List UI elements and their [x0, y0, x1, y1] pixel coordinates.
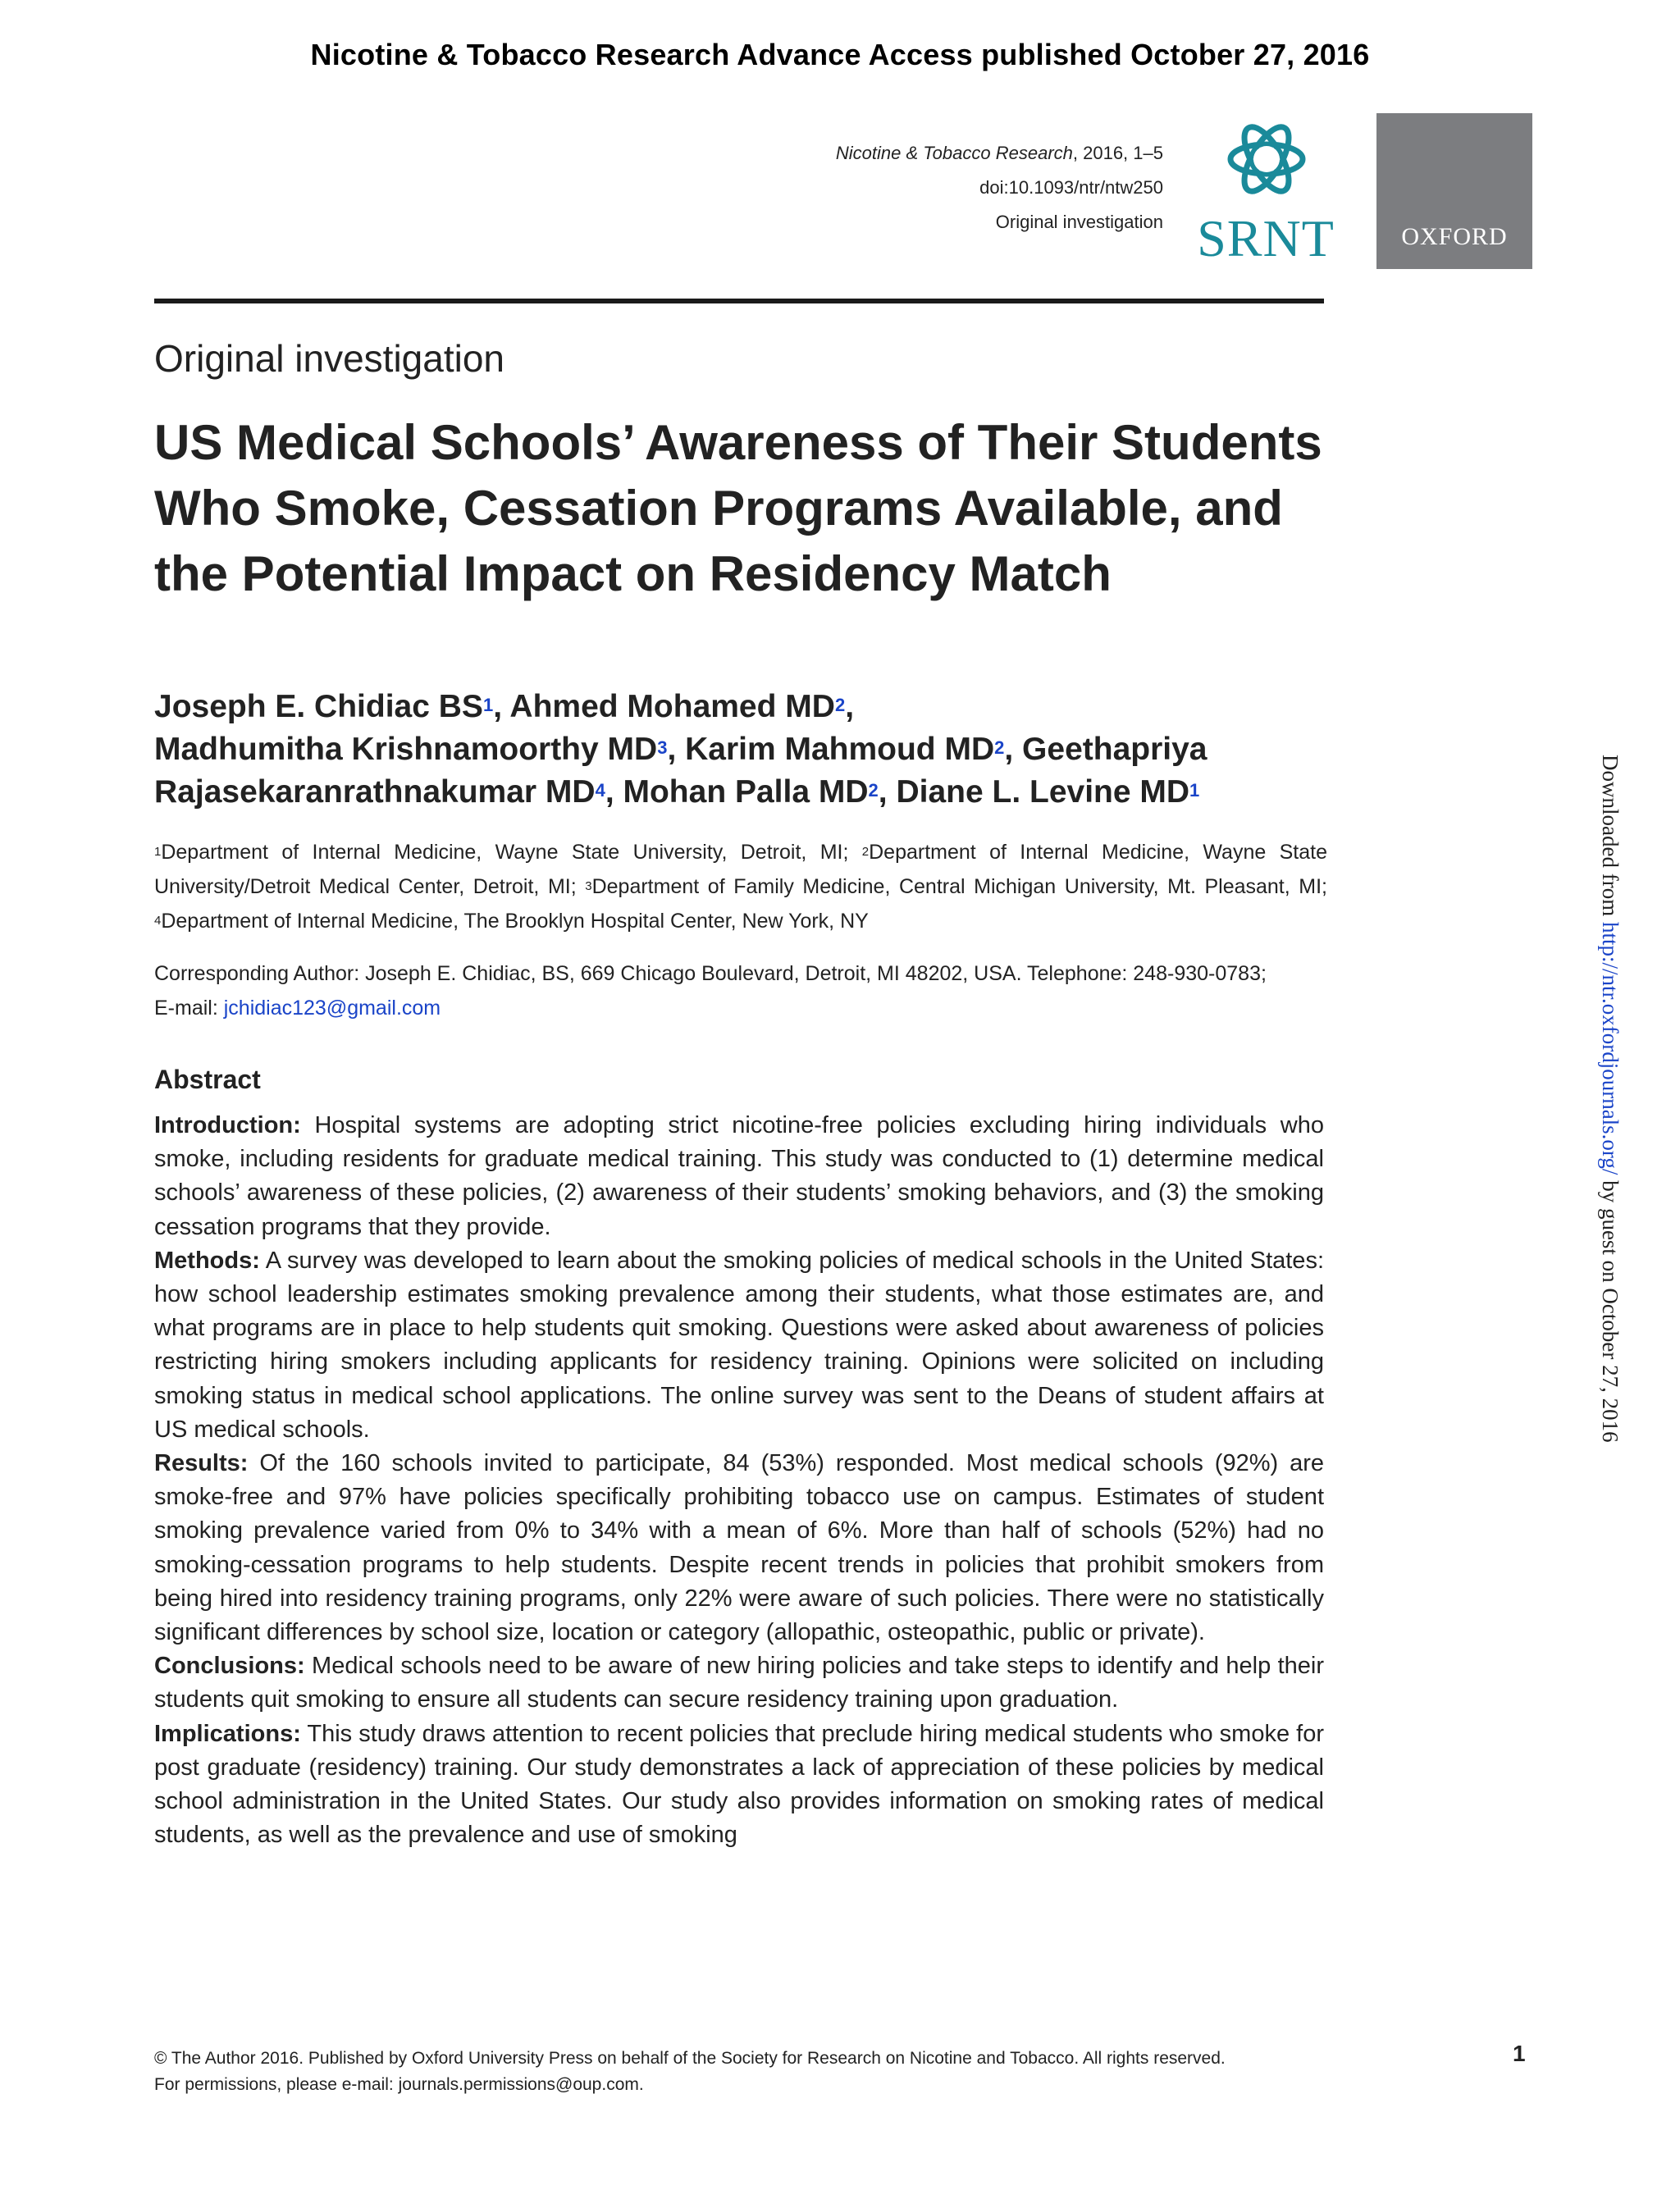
abstract-section-label: Conclusions: [154, 1653, 305, 1680]
author-affiliation-mark: 1 [482, 695, 494, 715]
author-affiliation-mark: 2 [994, 737, 1005, 758]
abstract-methods [154, 1244, 1324, 1447]
abstract-section-label: Introduction: [154, 1112, 301, 1138]
article-title: US Medical Schools’ Awareness of Their Students Who Smoke, Cessation Programs Available, and the Potential Impact on Residency Match [154, 415, 1322, 601]
author: Diane L. Levine MD [896, 774, 1190, 810]
author-list: Joseph E. Chidiac $BS^1$, Ahmed Mohamed $MD^2$, Madhumitha Krishnamoorthy $MD^3$, Karim Mahmoud $MD^2$, Geethapriya Rajasekaranrathnakumar $MD^4$, Mohan Palla $MD^2$, Diane L. Levine $MD^1$ [154, 689, 1208, 810]
author: Karim Mahmoud MD [685, 732, 995, 767]
affiliation-text: Department of Internal Medicine, Wayne State University/Detroit Medical Center, Detroit, MI; [154, 841, 1327, 898]
advance-access-banner: Nicotine & Tobacco Research Advance Access published October 27, 2016 [310, 38, 1370, 71]
author-affiliation-mark: 2 [834, 695, 846, 715]
abstract-introduction [154, 1109, 1324, 1244]
author-affiliation-mark: 1 [1189, 780, 1200, 801]
abstract-section-label: Methods: [154, 1247, 260, 1274]
affiliation-text: Department of Internal Medicine, Wayne State University, Detroit, MI; [161, 841, 862, 864]
corresponding-author-text: Corresponding Author: Joseph E. Chidiac, BS, 669 Chicago Boulevard, Detroit, MI 48202, USA. Telephone: 248-930-0783; [154, 962, 1267, 985]
journal-name: Nicotine & Tobacco Research [835, 143, 1073, 163]
abstract-section-text: Of the 160 schools invited to participate, 84 (53%) responded. Most medical schools (92%) are smoke-free and 97% have policies specifically prohibiting tobacco use on campus. Estimates of student smoking prevalence varied from 0% to 34% with a mean of 6%. More than half of schools (52%) had no smoking-cessation programs to help students. Despite recent trends in policies that prohibit smokers from being hired into residency training programs, only 22% were aware of such policies. There were no statistically significant differences by school size, location or category (allopathic, osteopathic, public or private). [154, 1450, 1324, 1646]
journal-volume: , 2016, 1–5 [1072, 143, 1163, 163]
author-affiliation-mark: 4 [595, 780, 605, 801]
author: Mohan Palla MD [623, 774, 869, 810]
affiliations [154, 835, 1327, 938]
abstract-results [154, 1447, 1324, 1649]
srnt-logo [1189, 112, 1342, 267]
oxford-wordmark: OXFORD [1401, 223, 1508, 250]
author-affiliation-mark: 2 [868, 780, 879, 801]
abstract-section-text: This study draws attention to recent policies that preclude hiring medical students who smoke for post graduate (residency) training. Our study demonstrates a lack of appreciation of these policies by medical school administration in the United States. Our study also provides information on smoking rates of medical students, as well as the prevalence and use of smoking [154, 1720, 1324, 1849]
abstract-heading: Abstract [154, 1065, 261, 1094]
section-label: Original investigation [154, 337, 505, 380]
srnt-knot-icon [1219, 112, 1314, 207]
download-note-suffix: by guest on October 27, 2016 [1598, 1175, 1623, 1443]
author: Madhumitha Krishnamoorthy MD [154, 732, 658, 767]
permissions-line: For permissions, please e-mail: journals.permissions@oup.com. [154, 2075, 644, 2094]
corresponding-author [154, 956, 1327, 1025]
journal-doi: doi:10.1093/ntr/ntw250 [979, 177, 1163, 198]
affiliation-text: Department of Internal Medicine, The Brooklyn Hospital Center, New York, NY [161, 910, 869, 933]
download-url-link[interactable]: http://ntr.oxfordjournals.org/ [1598, 921, 1623, 1175]
abstract-section-label: Implications: [154, 1720, 301, 1747]
affiliation-text: Department of Family Medicine, Central Michigan University, Mt. Pleasant, MI; [591, 875, 1327, 898]
affiliation-number: 3 [585, 879, 592, 893]
affiliation-number: 4 [154, 914, 162, 928]
page-number: 1 [1513, 2041, 1526, 2066]
abstract-conclusions [154, 1649, 1324, 1717]
abstract-body [154, 1109, 1324, 1852]
email-link[interactable]: jchidiac123@gmail.com [223, 997, 441, 1020]
author-affiliation-mark: 3 [657, 737, 668, 758]
copyright-line: © The Author 2016. Published by Oxford University Press on behalf of the Society for Research on Nicotine and Tobacco. All rights reserved. [154, 2049, 1226, 2068]
author: Joseph E. Chidiac BS [154, 689, 483, 724]
abstract-section-text: Medical schools need to be aware of new hiring policies and take steps to identify and help their students quit smoking to ensure all students can secure residency training upon graduation. [154, 1653, 1324, 1713]
header-rule [154, 299, 1324, 303]
affiliation-number: 2 [861, 845, 870, 859]
journal-info [836, 136, 1163, 240]
copyright-footer [154, 2046, 1226, 2098]
abstract-section-text: Hospital systems are adopting strict nicotine-free policies excluding hiring individuals who smoke, including residents for graduate medical training. This study was conducted to (1) determine medical schools’ awareness of these policies, (2) awareness of their students’ smoking behaviors, and (3) the smoking cessation programs that they provide. [154, 1112, 1324, 1240]
email-label: E-mail: [154, 997, 224, 1020]
affiliation-number: 1 [154, 845, 162, 859]
abstract-section-label: Results: [154, 1450, 249, 1477]
download-note-prefix: Downloaded from [1598, 755, 1623, 922]
abstract-implications [154, 1718, 1324, 1853]
author: Ahmed Mohamed MD [509, 689, 835, 724]
srnt-wordmark: SRNT [1197, 209, 1335, 267]
author: Geethapriya Rajasekaranrathnakumar MD [154, 732, 1208, 810]
abstract-section-text: A survey was developed to learn about the smoking policies of medical schools in the United States: how school leadership estimates smoking prevalence among their students, what those estimates are, and what programs are in place to help students quit smoking. Questions were asked about awareness of policies restricting hiring smokers including applicants for residency training. Opinions were solicited on including smoking status in medical school applications. The online survey was sent to the Deans of student affairs at US medical schools. [154, 1247, 1324, 1443]
oxford-logo [1376, 113, 1532, 269]
download-note [1597, 755, 1623, 1443]
article-type: Original investigation [995, 212, 1163, 232]
